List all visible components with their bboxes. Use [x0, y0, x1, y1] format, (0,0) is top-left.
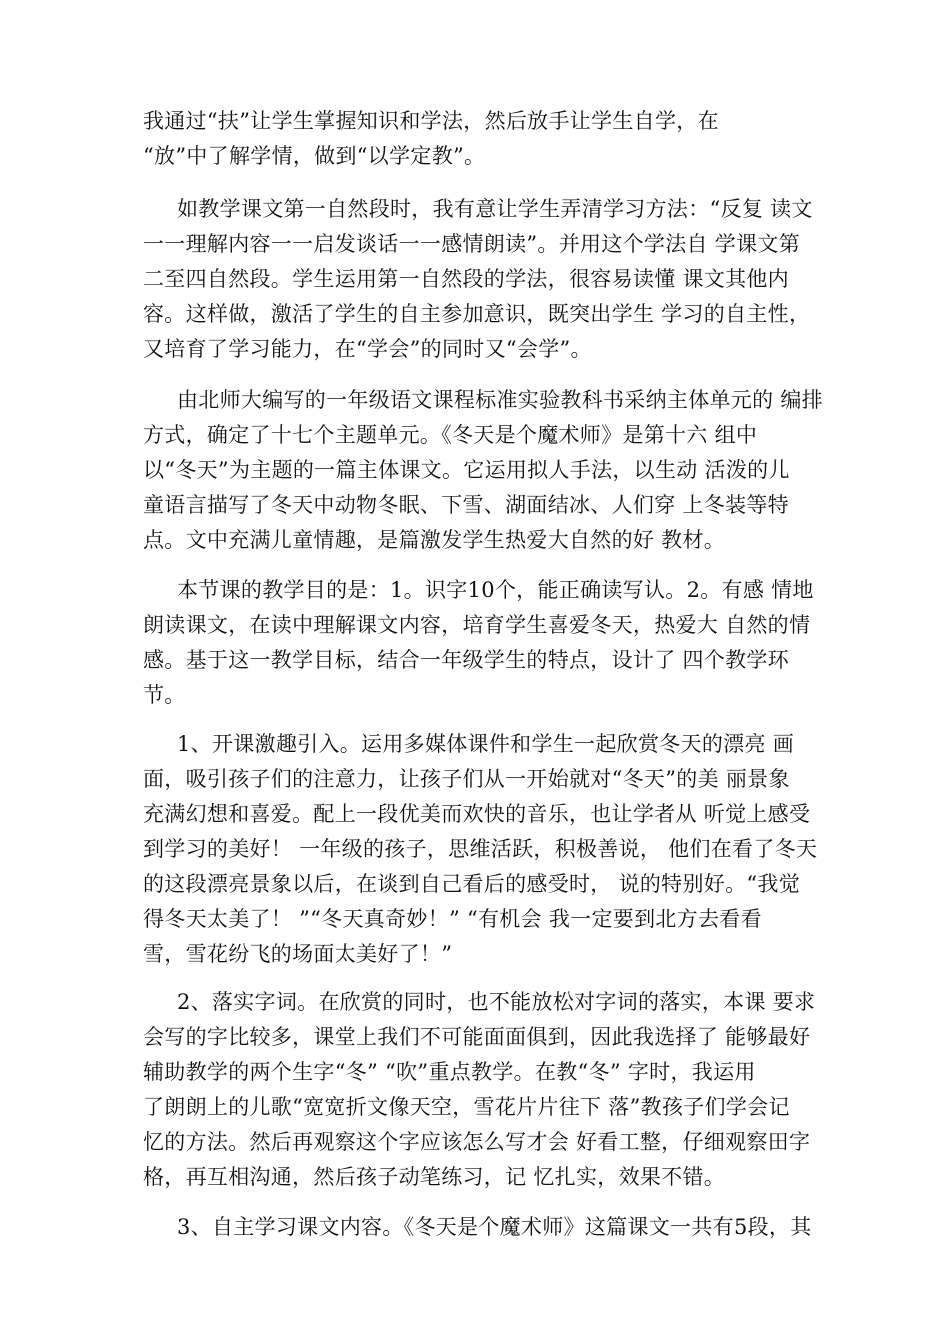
text-line: 2、落实字词。在欣赏的同时，也不能放松对字词的落实，本课 要求 [177, 990, 816, 1014]
text-line: 了朗朗上的儿歌“宽宽折文像天空，雪花片片往下 落”教孩子们学会记 [143, 1095, 790, 1119]
text-line: 童语言描写了冬天中动物冬眠、下雪、湖面结冰、人们穿 上冬装等特 [143, 493, 789, 517]
text-line: 会写的字比较多，课堂上我们不可能面面俱到，因此我选择了 能够最好 [143, 1025, 811, 1049]
text-line: 到学习的美好！ 一年级的孩子，思维活跃，积极善说， 他们在看了冬天 [143, 837, 818, 861]
text-line: 1、开课激趣引入。运用多媒体课件和学生一起欣赏冬天的漂亮 画 [177, 732, 795, 756]
text-line: 的这段漂亮景象以后，在谈到自己看后的感受时， 说的特别好。“我觉 [143, 872, 801, 896]
text-line: 由北师大编写的一年级语文课程标准实验教科书采纳主体单元的 编排 [177, 388, 823, 412]
text-line: “放”中了解学情，做到“以学定教”。 [143, 144, 486, 168]
paragraph-6 [143, 985, 833, 1195]
text-line: 又培育了学习能力，在“学会”的同时又“会学”。 [143, 337, 592, 361]
paragraph-5 [143, 727, 833, 972]
text-line: 得冬天太美了！ ”“冬天真奇妙！” “有机会 我一定要到北方去看看 [143, 907, 762, 931]
text-line: 容。这样做，激活了学生的自主参加意识，既突出学生 学习的自主性， [143, 302, 811, 326]
text-line: 二至四自然段。学生运用第一自然段的学法，很容易读懂 课文其他内 [143, 267, 789, 291]
text-line: 忆的方法。然后再观察这个字应该怎么写才会 好看工整，仔细观察田字 [143, 1130, 811, 1154]
text-line: 充满幻想和喜爱。配上一段优美而欢快的音乐，也让学者从 听觉上感受 [143, 802, 811, 826]
text-line: 本节课的教学目的是：1。识字10个，能正确读写认。2。有感 情地 [177, 578, 814, 602]
paragraph-3 [143, 383, 833, 558]
paragraph-7 [143, 1210, 833, 1245]
text-line: 格，再互相沟通，然后孩子动笔练习，记 忆扎实，效果不错。 [143, 1165, 726, 1189]
paragraph-4 [143, 573, 833, 713]
text-line: 节。 [143, 683, 186, 707]
text-line: 辅助教学的两个生字“冬” “吹”重点教学。在教“冬” 字时，我运用 [143, 1060, 756, 1084]
text-line: 雪，雪花纷飞的场面太美好了！” [143, 942, 453, 966]
text-line: 点。文中充满儿童情趣，是篇激发学生热爱大自然的好 教材。 [143, 528, 726, 552]
text-line: 3、自主学习课文内容。《冬天是个魔术师》这篇课文一共有5段，其 [177, 1215, 812, 1239]
paragraph-1 [143, 104, 833, 174]
text-line: 我通过“扶”让学生掌握知识和学法，然后放手让学生自学，在 [143, 109, 719, 133]
text-line: 以“冬天”为主题的一篇主体课文。它运用拟人手法，以生动 活泼的儿 [143, 458, 790, 482]
text-line: 如教学课文第一自然段时，我有意让学生弄清学习方法：“反复 读文 [177, 197, 813, 221]
text-line: 一一理解内容一一启发谈话一一感情朗读”。并用这个学法自 学课文第 [143, 232, 801, 256]
text-line: 感。基于这一教学目标，结合一年级学生的特点，设计了 四个教学环 [143, 648, 789, 672]
text-line: 面，吸引孩子们的注意力，让孩子们从一开始就对“冬天”的美 丽景象 [143, 767, 790, 791]
paragraph-2 [143, 192, 833, 367]
text-line: 朗读课文，在读中理解课文内容，培育学生喜爱冬天，热爱大 自然的情 [143, 613, 811, 637]
text-line: 方式，确定了十七个主题单元。《冬天是个魔术师》是第十六 组中 [143, 423, 758, 447]
